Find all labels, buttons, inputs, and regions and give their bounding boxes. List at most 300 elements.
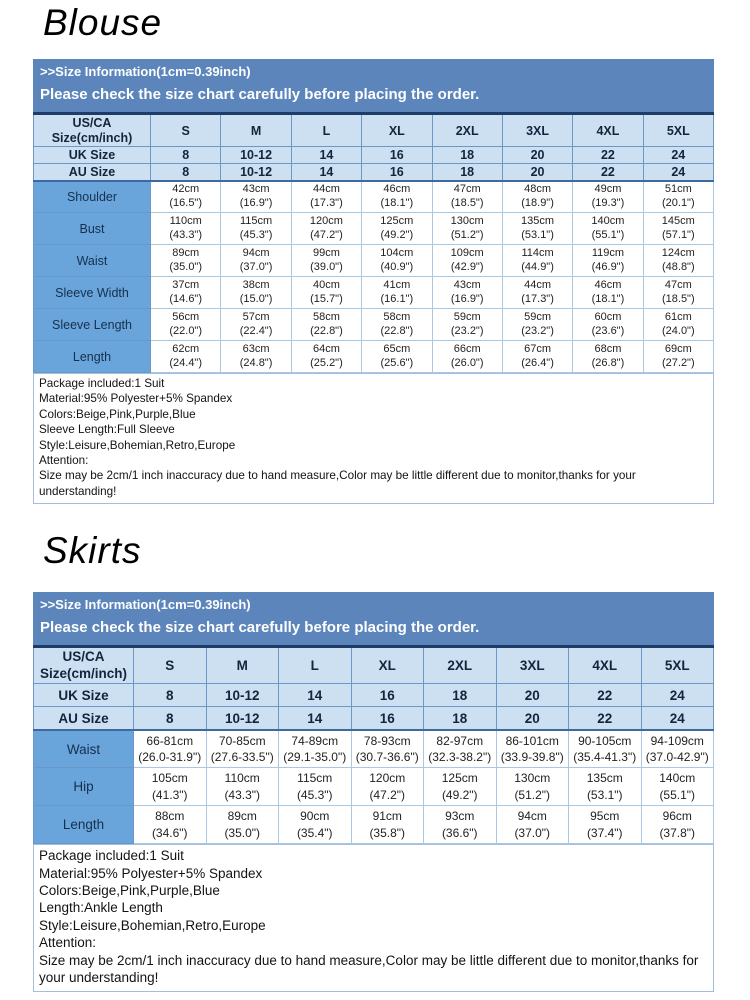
skirts-section: [33, 530, 714, 991]
cm-value: 130cm: [450, 215, 484, 227]
measurement-value-cell: [496, 768, 569, 806]
region-size-label: UK Size: [34, 684, 134, 707]
inch-value: (55.1"): [591, 228, 625, 241]
inch-value: (35.4-41.3"): [573, 750, 637, 764]
region-size-value: 10-12: [221, 164, 291, 181]
measurement-value-cell: [362, 213, 432, 245]
measurement-label: Shoulder: [34, 181, 151, 213]
cm-value: 140cm: [659, 771, 696, 786]
cm-value: 94cm: [242, 247, 270, 259]
inch-value: (22.8"): [380, 324, 414, 337]
cm-value: 66cm: [453, 343, 481, 355]
cm-value: 130cm: [514, 771, 551, 786]
inch-value: (25.6"): [380, 356, 414, 369]
measurement-value-cell: [432, 277, 502, 309]
cm-value: 61cm: [664, 311, 692, 323]
inch-value: (27.6-33.5"): [210, 750, 274, 764]
inch-value: (35.8"): [369, 825, 406, 840]
cm-value: 65cm: [383, 343, 411, 355]
inch-value: (49.2"): [380, 228, 414, 241]
cm-value: 91cm: [372, 809, 402, 824]
measurement-row: [34, 213, 714, 245]
cm-value: 104cm: [380, 247, 414, 259]
region-size-value: 16: [362, 147, 432, 164]
measurement-value-cell: [134, 730, 207, 768]
measurement-value-cell: [432, 181, 502, 213]
au-size-row: [34, 164, 714, 181]
cm-value: 40cm: [312, 279, 340, 291]
inch-value: (44.9"): [521, 260, 554, 273]
measurement-value-cell: [573, 309, 643, 341]
size-info-banner: [33, 592, 714, 645]
note-line: Size may be 2cm/1 inch inaccuracy due to hand measure,Color may be little different due to monitor,thanks for your understanding!: [39, 469, 636, 498]
region-size-value: 20: [502, 164, 572, 181]
size-info-heading: >>Size Information(1cm=0.39inch): [40, 597, 251, 613]
check-chart-note: Please check the size chart carefully before placing the order.: [40, 86, 480, 103]
measurement-value-cell: [362, 309, 432, 341]
region-size-label: AU Size: [34, 164, 151, 181]
inch-value: (39.0"): [310, 260, 343, 273]
measurement-label: Waist: [34, 245, 151, 277]
measurement-value-cell: [643, 245, 713, 277]
inch-value: (37.0"): [514, 825, 551, 840]
inch-value: (43.3"): [224, 787, 261, 802]
cm-value: 82-97cm: [436, 733, 484, 748]
region-size-value: 22: [573, 147, 643, 164]
measurement-value-cell: [221, 309, 291, 341]
measurement-value-cell: [206, 806, 279, 844]
measurement-value-cell: [279, 730, 352, 768]
cm-value: 59cm: [453, 311, 481, 323]
note-line: Material:95% Polyester+5% Spandex: [39, 392, 233, 406]
cm-value: 47cm: [664, 279, 692, 291]
measurement-value-cell: [496, 806, 569, 844]
cm-value: 46cm: [383, 183, 411, 196]
measurement-row: [34, 277, 714, 309]
corner-label-line: Size(cm/inch): [51, 130, 133, 145]
measurement-value-cell: [362, 341, 432, 373]
inch-value: (18.9"): [521, 196, 554, 209]
measurement-value-cell: [291, 213, 361, 245]
blouse-size-table: [33, 112, 714, 373]
inch-value: (53.1"): [586, 787, 623, 802]
inch-value: (15.7"): [310, 292, 343, 305]
measurement-value-cell: [502, 341, 572, 373]
cm-value: 78-93cm: [363, 733, 411, 748]
measurement-value-cell: [573, 341, 643, 373]
cm-value: 43cm: [453, 279, 481, 291]
region-size-value: 8: [151, 147, 221, 164]
inch-value: (33.9-39.8"): [500, 750, 564, 764]
region-size-value: 16: [351, 707, 424, 730]
measurement-value-cell: [134, 806, 207, 844]
region-size-value: 20: [496, 707, 569, 730]
measurement-value-cell: [279, 806, 352, 844]
inch-value: (24.4"): [169, 356, 202, 369]
measurement-value-cell: [351, 768, 424, 806]
size-column-header: M: [206, 647, 279, 684]
cm-value: 99cm: [312, 247, 340, 259]
cm-value: 56cm: [172, 311, 200, 323]
cm-value: 41cm: [383, 279, 411, 291]
measurement-value-cell: [643, 341, 713, 373]
inch-value: (34.6"): [151, 825, 188, 840]
region-size-value: 22: [569, 707, 642, 730]
size-column-header: M: [221, 114, 291, 147]
cm-value: 114cm: [521, 247, 554, 259]
inch-value: (22.0"): [169, 324, 202, 337]
cm-value: 94cm: [517, 809, 547, 824]
measurement-row: [34, 309, 714, 341]
cm-value: 93cm: [445, 809, 475, 824]
measurement-value-cell: [643, 277, 713, 309]
region-size-value: 14: [279, 707, 352, 730]
note-line: Sleeve Length:Full Sleeve: [39, 423, 175, 437]
cm-value: 67cm: [524, 343, 552, 355]
region-size-value: 22: [573, 164, 643, 181]
check-chart-note: Please check the size chart carefully before placing the order.: [40, 619, 480, 637]
measurement-value-cell: [643, 213, 713, 245]
measurement-value-cell: [424, 730, 497, 768]
inch-value: (47.2"): [369, 787, 406, 802]
measurement-value-cell: [221, 341, 291, 373]
cm-value: 47cm: [453, 183, 481, 196]
measurement-value-cell: [432, 341, 502, 373]
region-size-value: 10-12: [221, 147, 291, 164]
cm-value: 44cm: [312, 183, 340, 196]
inch-value: (16.5"): [169, 196, 202, 209]
skirts-product-notes: [33, 844, 714, 991]
inch-value: (35.4"): [296, 825, 333, 840]
measurement-value-cell: [432, 245, 502, 277]
inch-value: (57.1"): [661, 228, 695, 241]
inch-value: (35.0"): [169, 260, 202, 273]
inch-value: (43.3"): [169, 228, 202, 241]
inch-value: (16.9"): [239, 196, 273, 209]
skirts-size-table: [33, 645, 714, 844]
cm-value: 135cm: [521, 215, 555, 227]
region-size-value: 18: [432, 164, 502, 181]
inch-value: (16.9"): [450, 292, 484, 305]
corner-label-line: US/CA: [72, 115, 112, 130]
measurement-label: Sleeve Length: [34, 309, 151, 341]
measurement-value-cell: [221, 181, 291, 213]
region-size-label: UK Size: [34, 147, 151, 164]
inch-value: (32.3-38.2"): [428, 750, 492, 764]
cm-value: 145cm: [661, 215, 695, 227]
inch-value: (24.8"): [239, 356, 273, 369]
size-column-header: XL: [362, 114, 432, 147]
size-info-heading: >>Size Information(1cm=0.39inch): [40, 64, 251, 79]
blouse-section: [33, 2, 714, 504]
us-ca-size-header: [34, 647, 134, 684]
cm-value: 88cm: [155, 809, 185, 824]
measurement-value-cell: [432, 213, 502, 245]
cm-value: 49cm: [594, 183, 622, 196]
cm-value: 125cm: [380, 215, 414, 227]
inch-value: (45.3"): [239, 228, 273, 241]
region-size-value: 24: [641, 684, 714, 707]
cm-value: 37cm: [172, 279, 200, 291]
region-size-value: 24: [643, 164, 713, 181]
region-size-value: 20: [502, 147, 572, 164]
cm-value: 58cm: [383, 311, 411, 323]
inch-value: (37.0"): [239, 260, 273, 273]
cm-value: 57cm: [242, 311, 270, 323]
cm-value: 44cm: [524, 279, 552, 291]
size-header-row: [34, 647, 714, 684]
region-size-value: 10-12: [206, 684, 279, 707]
inch-value: (23.6"): [591, 324, 625, 337]
blouse-product-notes: [33, 373, 714, 504]
note-line: Colors:Beige,Pink,Purple,Blue: [39, 883, 220, 899]
cm-value: 38cm: [242, 279, 270, 291]
measurement-value-cell: [502, 213, 572, 245]
cm-value: 110cm: [169, 215, 202, 227]
size-column-header: 4XL: [573, 114, 643, 147]
inch-value: (18.5"): [661, 292, 695, 305]
inch-value: (51.2"): [514, 787, 551, 802]
cm-value: 69cm: [664, 343, 692, 355]
inch-value: (15.0"): [239, 292, 273, 305]
note-line: Length:Ankle Length: [39, 900, 163, 916]
inch-value: (37.0-42.9"): [645, 750, 709, 764]
inch-value: (18.1"): [591, 292, 625, 305]
inch-value: (49.2"): [441, 787, 478, 802]
region-size-value: 24: [643, 147, 713, 164]
size-info-banner: [33, 59, 714, 112]
cm-value: 105cm: [151, 771, 188, 786]
measurement-value-cell: [502, 181, 572, 213]
region-size-value: 22: [569, 684, 642, 707]
measurement-row: [34, 181, 714, 213]
blouse-size-chart: [33, 59, 714, 504]
section-title-blouse: Blouse: [43, 2, 163, 43]
measurement-value-cell: [641, 730, 714, 768]
size-column-header: 2XL: [424, 647, 497, 684]
measurement-value-cell: [362, 277, 432, 309]
cm-value: 115cm: [239, 215, 273, 227]
region-size-value: 18: [432, 147, 502, 164]
cm-value: 48cm: [524, 183, 552, 196]
note-line: Style:Leisure,Bohemian,Retro,Europe: [39, 438, 236, 452]
cm-value: 109cm: [450, 247, 484, 259]
cm-value: 119cm: [591, 247, 625, 259]
cm-value: 46cm: [594, 279, 622, 291]
inch-value: (55.1"): [659, 787, 696, 802]
au-size-row: [34, 707, 714, 730]
cm-value: 66-81cm: [146, 733, 194, 748]
measurement-value-cell: [206, 768, 279, 806]
size-column-header: S: [151, 114, 221, 147]
inch-value: (26.0-31.9"): [138, 750, 202, 764]
measurement-value-cell: [351, 806, 424, 844]
region-size-value: 24: [641, 707, 714, 730]
measurement-value-cell: [573, 213, 643, 245]
region-size-value: 14: [279, 684, 352, 707]
region-size-value: 10-12: [206, 707, 279, 730]
cm-value: 124cm: [661, 247, 695, 259]
measurement-value-cell: [502, 245, 572, 277]
measurement-value-cell: [151, 245, 221, 277]
size-header-row: [34, 114, 714, 147]
inch-value: (26.4"): [521, 356, 554, 369]
inch-value: (18.5"): [450, 196, 484, 209]
inch-value: (37.8"): [659, 825, 696, 840]
measurement-row: [34, 730, 714, 768]
cm-value: 64cm: [312, 343, 340, 355]
inch-value: (25.2"): [310, 356, 343, 369]
region-size-value: 16: [351, 684, 424, 707]
measurement-value-cell: [291, 341, 361, 373]
measurement-value-cell: [206, 730, 279, 768]
measurement-row: [34, 341, 714, 373]
size-column-header: L: [291, 114, 361, 147]
note-line: Material:95% Polyester+5% Spandex: [39, 865, 263, 881]
cm-value: 62cm: [172, 343, 200, 355]
measurement-value-cell: [424, 806, 497, 844]
measurement-value-cell: [151, 213, 221, 245]
cm-value: 60cm: [594, 311, 622, 323]
uk-size-row: [34, 147, 714, 164]
inch-value: (20.1"): [661, 196, 695, 209]
measurement-value-cell: [569, 768, 642, 806]
note-line: Package included:1 Suit: [39, 377, 165, 390]
measurement-value-cell: [362, 245, 432, 277]
measurement-label: Sleeve Width: [34, 277, 151, 309]
inch-value: (17.3"): [521, 292, 554, 305]
region-size-value: 8: [134, 684, 207, 707]
measurement-value-cell: [279, 768, 352, 806]
measurement-value-cell: [134, 768, 207, 806]
cm-value: 58cm: [312, 311, 340, 323]
cm-value: 59cm: [524, 311, 552, 323]
measurement-value-cell: [221, 213, 291, 245]
cm-value: 42cm: [172, 183, 200, 196]
inch-value: (26.0"): [450, 356, 484, 369]
cm-value: 70-85cm: [218, 733, 266, 748]
inch-value: (47.2"): [310, 228, 343, 241]
measurement-value-cell: [643, 309, 713, 341]
cm-value: 140cm: [591, 215, 625, 227]
region-size-label: AU Size: [34, 707, 134, 730]
measurement-row: [34, 806, 714, 844]
region-size-value: 16: [362, 164, 432, 181]
measurement-label: Bust: [34, 213, 151, 245]
corner-label-line: Size(cm/inch): [39, 665, 128, 681]
note-line: Colors:Beige,Pink,Purple,Blue: [39, 407, 196, 421]
inch-value: (23.2"): [521, 324, 554, 337]
size-column-header: 2XL: [432, 114, 502, 147]
measurement-value-cell: [573, 245, 643, 277]
size-column-header: 4XL: [569, 647, 642, 684]
inch-value: (22.8"): [310, 324, 343, 337]
section-title-skirts: Skirts: [43, 530, 142, 572]
measurement-value-cell: [221, 277, 291, 309]
measurement-row: [34, 768, 714, 806]
measurement-value-cell: [291, 181, 361, 213]
size-column-header: 3XL: [502, 114, 572, 147]
inch-value: (30.7-36.6"): [355, 750, 419, 764]
region-size-value: 8: [151, 164, 221, 181]
inch-value: (53.1"): [521, 228, 554, 241]
cm-value: 68cm: [594, 343, 622, 355]
measurement-value-cell: [151, 309, 221, 341]
size-column-header: L: [279, 647, 352, 684]
measurement-row: [34, 245, 714, 277]
measurement-label: Length: [34, 341, 151, 373]
inch-value: (35.0"): [224, 825, 261, 840]
cm-value: 120cm: [309, 215, 343, 227]
measurement-value-cell: [221, 245, 291, 277]
cm-value: 115cm: [297, 771, 333, 786]
measurement-value-cell: [362, 181, 432, 213]
inch-value: (18.1"): [380, 196, 414, 209]
measurement-value-cell: [569, 806, 642, 844]
measurement-label: Hip: [34, 768, 134, 806]
measurement-value-cell: [424, 768, 497, 806]
size-column-header: 5XL: [643, 114, 713, 147]
measurement-value-cell: [291, 277, 361, 309]
cm-value: 43cm: [242, 183, 270, 196]
size-column-header: XL: [351, 647, 424, 684]
inch-value: (17.3"): [310, 196, 343, 209]
measurement-label: Waist: [34, 730, 134, 768]
region-size-value: 8: [134, 707, 207, 730]
measurement-value-cell: [151, 341, 221, 373]
skirts-size-chart: [33, 592, 714, 991]
inch-value: (26.8"): [591, 356, 625, 369]
cm-value: 86-101cm: [505, 733, 559, 748]
inch-value: (23.2"): [450, 324, 484, 337]
measurement-value-cell: [151, 277, 221, 309]
inch-value: (40.9"): [380, 260, 414, 273]
measurement-value-cell: [643, 181, 713, 213]
cm-value: 90cm: [300, 809, 330, 824]
corner-label-line: US/CA: [62, 649, 105, 665]
size-column-header: 5XL: [641, 647, 714, 684]
cm-value: 74-89cm: [291, 733, 339, 748]
region-size-value: 18: [424, 707, 497, 730]
inch-value: (24.0"): [661, 324, 695, 337]
inch-value: (45.3"): [296, 787, 333, 802]
note-line: Size may be 2cm/1 inch inaccuracy due to hand measure,Color may be little different due to monitor,thanks for your understanding!: [39, 952, 699, 986]
inch-value: (51.2"): [450, 228, 484, 241]
measurement-value-cell: [291, 245, 361, 277]
measurement-value-cell: [432, 309, 502, 341]
measurement-value-cell: [351, 730, 424, 768]
inch-value: (22.4"): [239, 324, 273, 337]
region-size-value: 14: [291, 164, 361, 181]
region-size-value: 14: [291, 147, 361, 164]
cm-value: 120cm: [369, 771, 406, 786]
inch-value: (16.1"): [380, 292, 414, 305]
measurement-value-cell: [291, 309, 361, 341]
size-column-header: S: [134, 647, 207, 684]
measurement-value-cell: [641, 806, 714, 844]
cm-value: 95cm: [590, 809, 620, 824]
inch-value: (19.3"): [591, 196, 625, 209]
inch-value: (48.8"): [661, 260, 695, 273]
measurement-value-cell: [573, 181, 643, 213]
cm-value: 110cm: [224, 771, 260, 786]
cm-value: 135cm: [586, 771, 623, 786]
us-ca-size-header: [34, 114, 151, 147]
inch-value: (14.6"): [169, 292, 202, 305]
note-line: Attention:: [39, 454, 89, 468]
cm-value: 89cm: [172, 247, 200, 259]
uk-size-row: [34, 684, 714, 707]
